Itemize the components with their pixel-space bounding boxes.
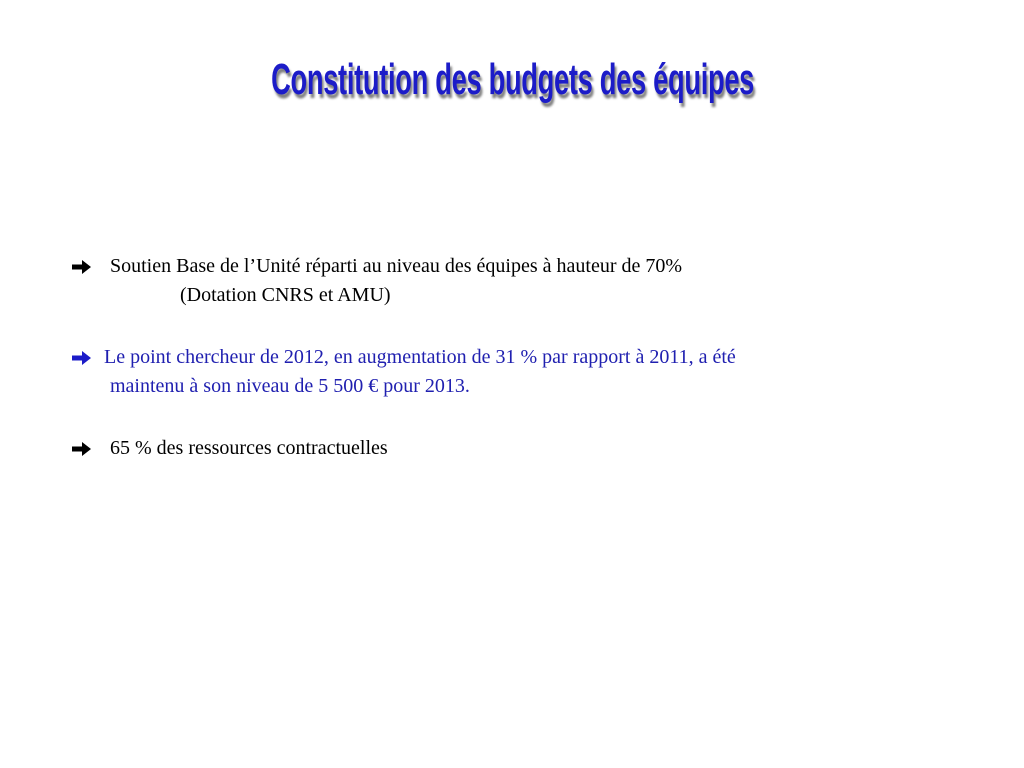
slide-title: Constitution des budgets des équipes [271,55,755,104]
bullet-text-line1: Le point chercheur de 2012, en augmentation de 31 % par rapport à 2011, a été [104,346,736,368]
right-arrow-icon [72,434,102,463]
bullet-item-point-chercheur [72,343,972,401]
right-arrow-icon [72,252,102,281]
bullet-subtext: (Dotation CNRS et AMU) [180,284,391,306]
bullet-item-ressources [72,434,972,463]
right-arrow-icon [72,343,102,372]
bullet-text: 65 % des ressources contractuelles [110,437,388,459]
bullet-text-line2: maintenu à son niveau de 5 500 € pour 2013. [110,375,470,397]
bullet-list [72,252,972,463]
bullet-item-soutien-base [72,252,972,310]
bullet-text: Soutien Base de l’Unité réparti au niveau des équipes à hauteur de 70% [110,255,683,277]
